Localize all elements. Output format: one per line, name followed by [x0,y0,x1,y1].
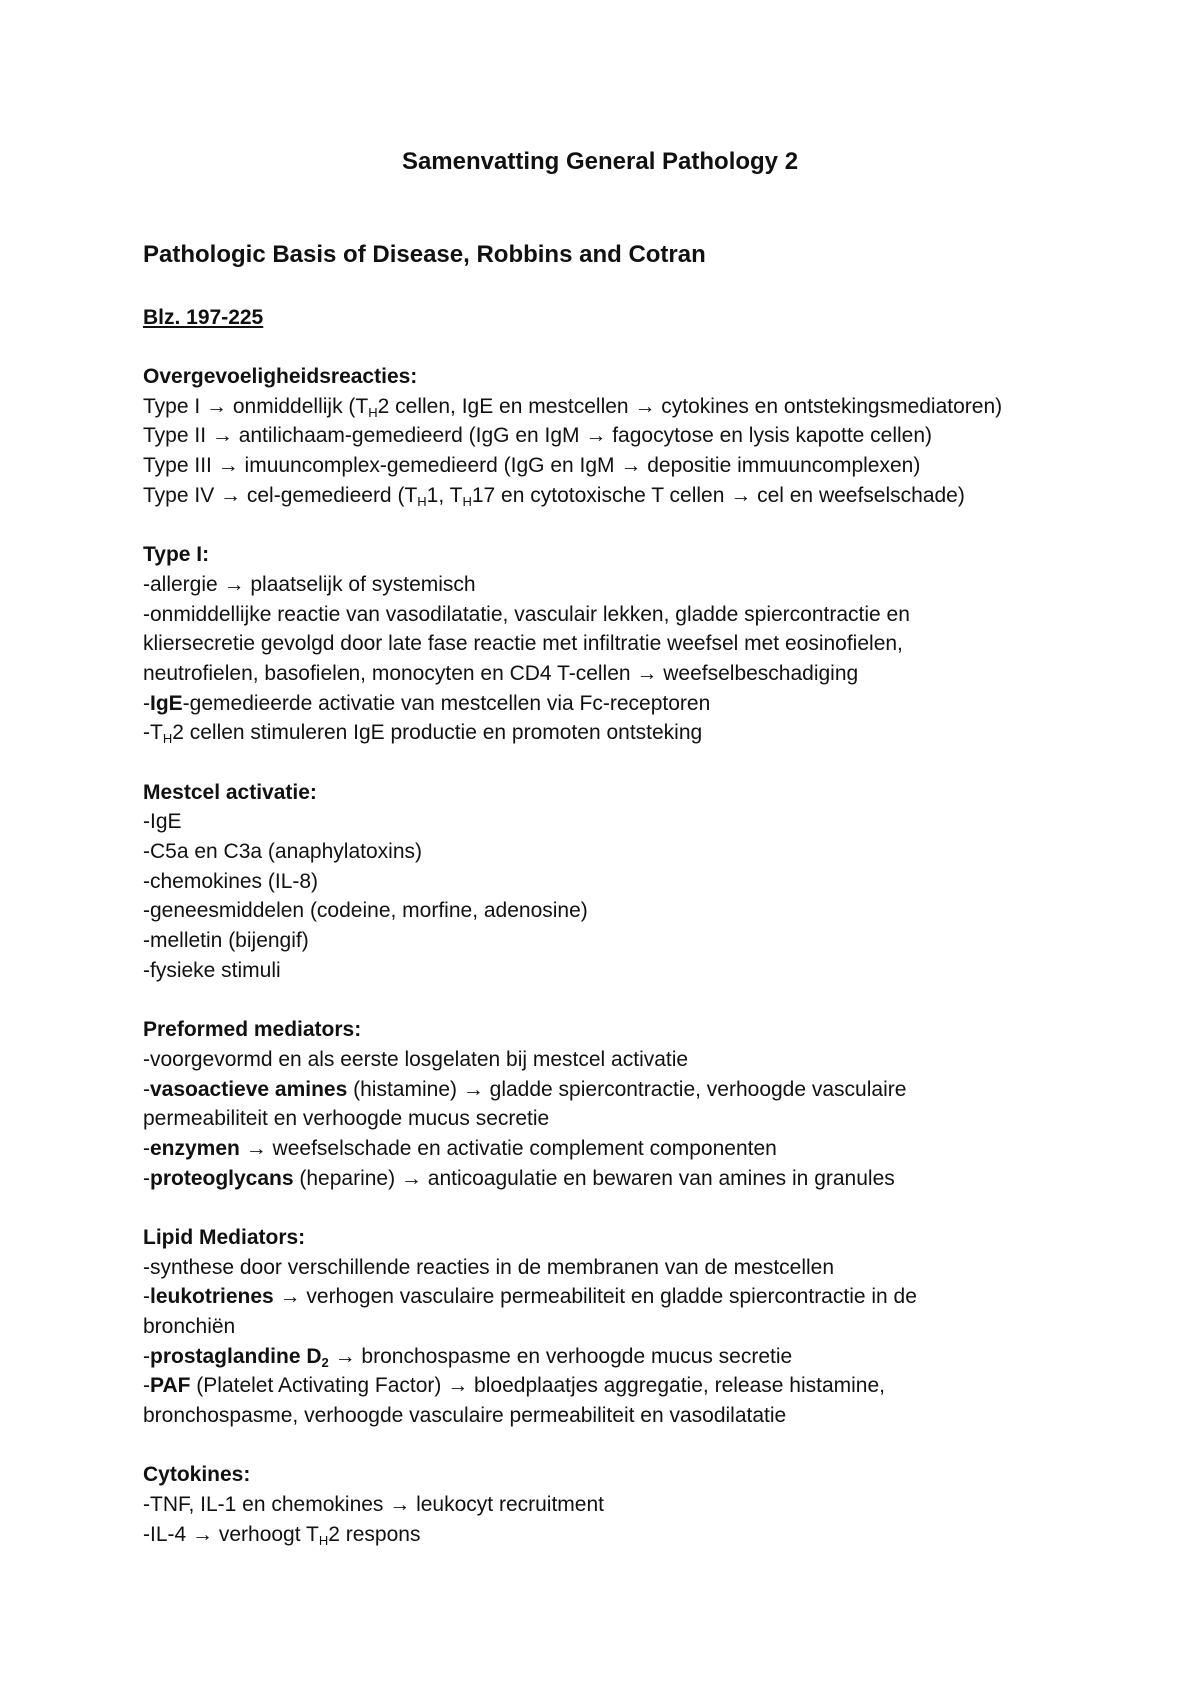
text-segment: Type II → antilichaam-gemedieerd (IgG en IgM → fagocytose en lysis kapotte cellen) [143,424,933,448]
text-segment: -chemokines (IL-8) [143,869,319,893]
text-line [143,1282,1143,1312]
bold-term: leukotrienes [150,1285,274,1309]
section-spacer [143,510,1143,540]
text-line [143,1520,1143,1550]
text-line [143,570,1143,600]
text-line [143,629,1143,659]
text-line [143,1490,1143,1520]
text-segment: -T [143,721,163,745]
text-line [143,718,1143,748]
document-body [143,362,1143,1550]
text-segment: -geneesmiddelen (codeine, morfine, adenosine) [143,899,588,923]
text-segment: 2 respons [328,1522,421,1546]
section-spacer [143,748,1143,778]
bold-term: PAF [150,1374,191,1398]
text-segment: -allergie → plaatselijk of systemisch [143,572,476,596]
text-segment: - [143,1136,150,1160]
text-line [143,1104,1143,1134]
text-line [143,807,1143,837]
text-segment: Type I → onmiddellijk (T [143,394,369,418]
text-segment: bronchiën [143,1315,236,1338]
document-title: Samenvatting General Pathology 2 [401,148,799,175]
text-segment: - [143,1077,150,1101]
section-heading: Preformed mediators: [143,1018,362,1042]
text-line [143,926,1143,956]
text-line [143,867,1143,897]
section-heading: Cytokines: [143,1463,251,1487]
section-spacer [143,985,1143,1015]
text-segment: Type III → imuuncomplex-gemedieerd (IgG en IgM → depositie immuuncomplexen) [143,454,921,478]
section [143,540,1143,748]
text-segment: -IgE [143,810,182,834]
text-segment: → verhogen vasculaire permeabiliteit en gladde spiercontractie in de [273,1285,917,1309]
text-segment: kliersecretie gevolgd door late fase reactie met infiltratie weefsel met eosinofielen, [143,632,903,656]
text-segment: - [143,1344,150,1368]
text-segment: - [143,1374,150,1398]
text-line [143,1342,1143,1372]
text-line [143,421,1143,451]
text-line [143,451,1143,481]
text-segment: → bronchospasme en verhoogde mucus secretie [328,1344,793,1368]
text-line [143,1253,1143,1283]
text-segment: -melletin (bijengif) [143,929,309,953]
section-heading: Overgevoeligheidsreacties: [143,365,418,388]
subscript-text: H [162,731,173,747]
section [143,1223,1143,1431]
section-heading: Lipid Mediators: [143,1225,306,1249]
subscript-text: 2 [321,1354,329,1370]
bold-term: enzymen [150,1136,240,1160]
text-line [143,1134,1143,1164]
subscript-text: H [417,493,427,509]
text-line [143,837,1143,867]
bold-term: IgE [150,691,183,715]
text-line [143,1075,1143,1105]
section [143,778,1143,986]
section-heading: Type I: [143,543,210,567]
section [143,1460,1143,1549]
section [143,362,1143,510]
text-segment: -gemedieerde activatie van mestcellen via Fc-receptoren [182,691,711,715]
text-segment: -fysieke stimuli [143,958,281,982]
text-segment: neutrofielen, basofielen, monocyten en CD4 T-cellen → weefselbeschadiging [143,661,859,685]
bold-term: proteoglycans [150,1166,294,1190]
text-line [143,1371,1143,1401]
text-line [143,392,1143,422]
bold-term: prostaglandine D [150,1344,322,1368]
text-segment: - [143,691,150,715]
text-line [143,1401,1143,1431]
text-line [143,896,1143,926]
subscript-text: H [318,1532,329,1548]
section-heading: Mestcel activatie: [143,780,317,804]
text-segment: -synthese door verschillende reacties in de membranen van de mestcellen [143,1255,835,1279]
document-subtitle: Pathologic Basis of Disease, Robbins and Cotran [143,241,706,268]
subscript-text: H [462,493,472,509]
text-segment: (histamine) → gladde spiercontractie, verhoogde vasculaire [347,1077,907,1101]
bold-term: vasoactieve amines [150,1077,348,1101]
text-line [143,481,1143,511]
text-segment: 2 cellen, IgE en mestcellen → cytokines en ontstekingsmediatoren) [377,394,1003,418]
text-line [143,600,1143,630]
text-segment: 1, T [426,483,463,507]
section-spacer [143,1193,1143,1223]
text-segment: Type IV → cel-gemedieerd (T [143,483,418,507]
text-segment: (heparine) → anticoagulatie en bewaren van amines in granules [293,1166,895,1190]
text-segment: 17 en cytotoxische T cellen → cel en weefselschade) [471,483,965,507]
text-segment: 2 cellen stimuleren IgE productie en promoten ontsteking [172,721,703,745]
text-line [143,689,1143,719]
text-segment: -IL-4 → verhoogt T [143,1522,319,1546]
text-segment: (Platelet Activating Factor) → bloedplaatjes aggregatie, release histamine, [190,1374,885,1398]
text-line [143,1312,1143,1342]
text-segment: -onmiddellijke reactie van vasodilatatie, vasculair lekken, gladde spiercontractie en [143,602,910,626]
text-segment: - [143,1285,150,1309]
subscript-text: H [368,404,378,420]
text-line [143,659,1143,689]
text-line [143,1045,1143,1075]
text-segment: bronchospasme, verhoogde vasculaire permeabiliteit en vasodilatatie [143,1404,787,1428]
text-line [143,956,1143,986]
text-segment: -voorgevormd en als eerste losgelaten bij mestcel activatie [143,1047,689,1071]
text-segment: - [143,1166,150,1190]
section [143,1015,1143,1193]
text-segment: -TNF, IL-1 en chemokines → leukocyt recruitment [143,1493,604,1517]
text-segment: -C5a en C3a (anaphylatoxins) [143,840,422,863]
text-segment: → weefselschade en activatie complement componenten [239,1136,777,1160]
section-spacer [143,1431,1143,1461]
text-line [143,1164,1143,1194]
text-segment: permeabiliteit en verhoogde mucus secretie [143,1107,550,1131]
page-range: Blz. 197-225 [143,306,264,329]
